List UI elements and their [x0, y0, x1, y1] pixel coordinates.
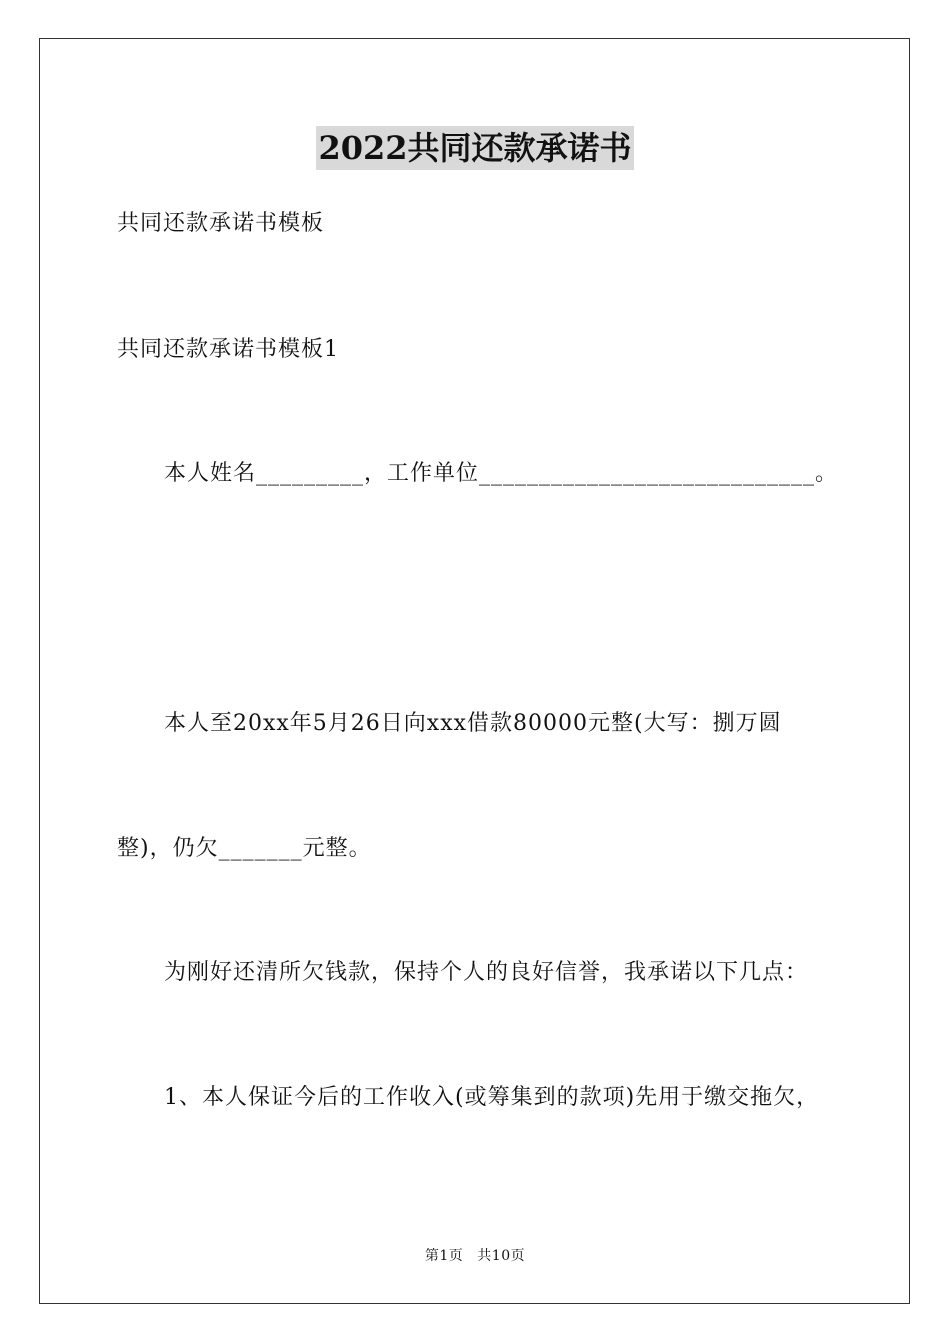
paragraph-loan: 本人至20xx年5月26日向xxx借款80000元整(大写：捌万圆: [164, 711, 782, 736]
paragraph-name-unit: 本人姓名_________，工作单位____________________________。: [164, 461, 839, 486]
page-footer: [0, 1246, 950, 1266]
subtitle-line: 共同还款承诺书模板: [117, 211, 325, 236]
page-number-total: 共10页: [477, 1248, 526, 1264]
page-number-current: 第1页: [424, 1248, 464, 1264]
title-container: [0, 126, 950, 170]
paragraph-loan-continued: 整)，仍欠_______元整。: [117, 836, 372, 861]
section-heading: 共同还款承诺书模板1: [117, 337, 339, 362]
document-title: 2022共同还款承诺书: [316, 126, 633, 170]
paragraph-promise-intro: 为刚好还清所欠钱款，保持个人的良好信誉，我承诺以下几点：: [164, 960, 809, 985]
paragraph-promise-1: 1、本人保证今后的工作收入(或筹集到的款项)先用于缴交拖欠，: [164, 1085, 820, 1110]
